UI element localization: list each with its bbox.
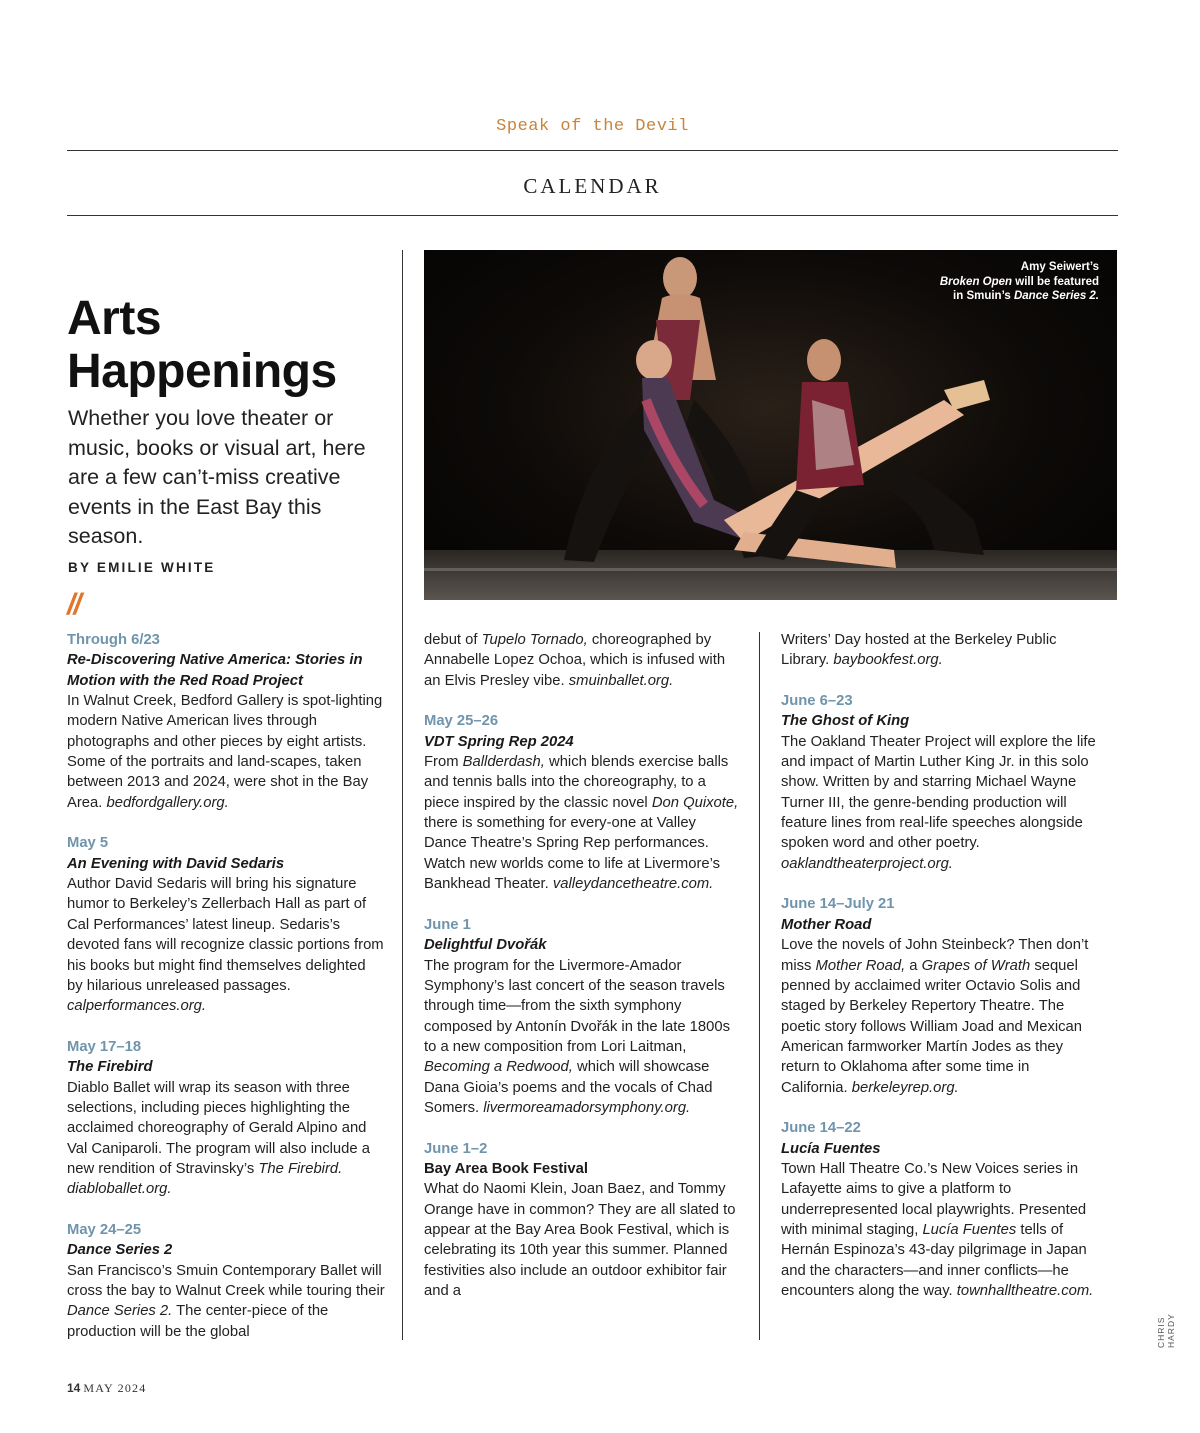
event-body: a xyxy=(905,957,922,974)
issue-date: MAY 2024 xyxy=(83,1381,147,1395)
event-body-italic: Tupelo Tornado, xyxy=(481,632,588,648)
headline-line-1: Arts xyxy=(67,292,162,345)
page-title xyxy=(67,292,397,398)
event-item xyxy=(67,833,385,1016)
event-title: An Evening with David Sedaris xyxy=(67,855,285,872)
event-body-italic: The Firebird. xyxy=(258,1160,343,1177)
event-item xyxy=(781,1118,1099,1301)
event-body: San Francisco’s Smuin Contemporary Ballet will cross the bay to Walnut Creek while touring their xyxy=(67,1262,385,1299)
event-link[interactable]: townhalltheatre.com. xyxy=(956,1283,1094,1299)
event-description xyxy=(67,1078,385,1200)
event-title: Delightful Dvořák xyxy=(424,937,547,954)
event-body: The program for the Livermore-Amador Symphony’s last concert of the season travels through time—from the sixth symphony composed by Antonín Dvořák in the late 1800s to a new composition from Lori Laitman, xyxy=(424,957,730,1055)
header-rule-bottom xyxy=(67,215,1118,216)
event-body-italic: Lucía Fuentes xyxy=(922,1221,1017,1238)
event-body-italic: Dance Series 2. xyxy=(67,1303,173,1320)
event-title: Lucía Fuentes xyxy=(781,1140,881,1157)
event-title: Re-Discovering Native America: Stories in Motion with the Red Road Project xyxy=(67,652,363,689)
event-date: June 1–2 xyxy=(424,1140,488,1157)
event-link[interactable]: valleydancetheatre.com. xyxy=(552,876,714,893)
event-body: choreographed by Annabelle Lopez Ochoa, which is infused with an Elvis Presley vibe. xyxy=(424,632,726,689)
event-link[interactable]: livermoreamadorsymphony.org. xyxy=(483,1099,691,1116)
events-column-2 xyxy=(424,630,742,1322)
byline: BY EMILIE WHITE xyxy=(68,560,216,575)
event-date: May 5 xyxy=(67,835,109,852)
event-item xyxy=(67,1220,385,1342)
event-description xyxy=(781,732,1099,874)
section-kicker: Speak of the Devil xyxy=(496,117,689,136)
event-description xyxy=(67,874,385,1016)
event-link[interactable]: oaklandtheaterproject.org. xyxy=(781,855,953,872)
page-number: 14 xyxy=(67,1381,81,1395)
events-column-3 xyxy=(781,630,1099,1322)
event-date: June 14–22 xyxy=(781,1120,861,1137)
event-title: The Ghost of King xyxy=(781,713,910,730)
event-link[interactable]: bedfordgallery.org. xyxy=(106,794,229,811)
event-title: Dance Series 2 xyxy=(67,1242,173,1259)
event-description xyxy=(424,630,742,691)
event-item xyxy=(424,711,742,894)
event-description: What do Naomi Klein, Joan Baez, and Tommy Orange have in common? They are all slated to appear at the Bay Area Book Festival, which is celebrating its 10th year this summer. Planned festivities also include an outdoor exhibitor fair and a xyxy=(424,1181,736,1299)
event-body: From xyxy=(424,754,463,771)
event-link[interactable]: diabloballet.org. xyxy=(67,1181,172,1198)
event-body: there is something for every-one at Valley Dance Theatre’s Spring Rep performances. Watch new worlds come to life at Livermore’s Bankhead Theater. xyxy=(424,815,721,893)
event-item xyxy=(424,1139,742,1302)
dek: Whether you love theater or music, books or visual art, here are a few can’t-miss creative events in the East Bay this season. xyxy=(68,406,366,548)
event-link[interactable]: smuinballet.org. xyxy=(568,672,674,689)
event-item xyxy=(67,1037,385,1200)
event-date: June 1 xyxy=(424,916,471,933)
event-description xyxy=(67,1261,385,1342)
event-link[interactable]: berkeleyrep.org. xyxy=(851,1079,959,1096)
event-description xyxy=(781,935,1099,1098)
event-description xyxy=(424,752,742,894)
slash-ornament: // xyxy=(67,588,80,621)
event-body: Author David Sedaris will bring his signature humor to Berkeley’s Zellerbach Hall as part of Cal Performances’ latest lineup. Sedaris’s devoted fans will recognize classic portions from his books but might find themselves delighted by hilarious unreleased passages. xyxy=(67,876,384,994)
event-date: May 17–18 xyxy=(67,1038,142,1055)
header-rule-top xyxy=(67,150,1118,151)
event-description xyxy=(67,691,385,813)
event-body: In Walnut Creek, Bedford Gallery is spot-lighting modern Native American lives through photographs and other pieces by eight artists. Some of the portraits and land-scapes, taken between 2013 and 2024, were shot in the Bay Area. xyxy=(67,693,383,811)
section-title: CALENDAR xyxy=(523,174,662,198)
caption-text: Amy Seiwert’s xyxy=(1020,261,1099,273)
event-title: Mother Road xyxy=(781,916,872,933)
event-body: tells of Hernán Espinoza’s 43-day pilgrimage in Japan and the characters—and inner conflicts—he encounters along the way. xyxy=(781,1221,1087,1299)
photo-caption xyxy=(939,260,1099,304)
event-body: Writers’ Day hosted at the Berkeley Public Library. xyxy=(781,632,1057,669)
event-body: which blends exercise balls and tennis balls into the choreography, to a piece inspired by the classic novel xyxy=(424,754,729,811)
event-continued xyxy=(424,630,742,691)
event-body-italic: Becoming a Redwood, xyxy=(424,1059,573,1076)
event-title: VDT Spring Rep 2024 xyxy=(424,733,574,750)
event-body-italic: Grapes of Wrath xyxy=(921,957,1031,974)
event-body-italic: Ballderdash, xyxy=(462,754,545,771)
event-title: Bay Area Book Festival xyxy=(424,1160,588,1177)
event-item xyxy=(781,691,1099,874)
event-date: June 14–July 21 xyxy=(781,896,895,913)
page-folio xyxy=(67,1381,146,1396)
event-body: Town Hall Theatre Co.’s New Voices series in Lafayette aims to give a platform to underrepresented local playwrights. Presented with minimal staging, xyxy=(781,1160,1087,1238)
event-link[interactable]: baybookfest.org. xyxy=(833,652,943,669)
event-body: The center-piece of the production will be the global xyxy=(67,1303,329,1340)
event-item xyxy=(424,915,742,1118)
event-date: May 24–25 xyxy=(67,1221,142,1238)
event-body: which will showcase Dana Gioia’s poems and the vocals of Chad Somers. xyxy=(424,1059,713,1116)
event-description xyxy=(424,956,742,1119)
column-divider xyxy=(759,632,760,1340)
event-body-italic: Mother Road, xyxy=(815,957,906,974)
event-date: May 25–26 xyxy=(424,713,499,730)
event-body: Diablo Ballet will wrap its season with three selections, including pieces highlighting the acclaimed choreography of Gerald Alpino and Val Caniparoli. The program will also include a new rendition of Stravinsky’s xyxy=(67,1079,370,1177)
event-body: The Oakland Theater Project will explore the life and impact of Martin Luther King Jr. in this solo show. Written by and starring Michael Wayne Turner III, the genre-bending production will feature lines from real-life speeches alongside spoken word and other poetry. xyxy=(781,733,1096,852)
event-body: sequel penned by acclaimed writer Octavio Solis and staged by Berkeley Repertory Theatre. The poetic story follows William Joad and Mexican American farmworker Martín Jodes as they return to Oklahoma after some time in California. xyxy=(781,957,1082,1096)
event-date: June 6–23 xyxy=(781,693,853,710)
event-body: Love the novels of John Steinbeck? Then don’t miss xyxy=(781,937,1089,974)
column-divider xyxy=(402,250,403,1340)
caption-italic: Dance Series 2. xyxy=(1013,290,1099,302)
event-item xyxy=(781,894,1099,1097)
event-date: Through 6/23 xyxy=(67,632,160,648)
event-body-italic: Don Quixote, xyxy=(651,794,739,811)
photo-credit: CHRIS HARDY xyxy=(1156,1313,1176,1348)
event-link[interactable]: calperformances.org. xyxy=(67,998,206,1015)
event-continued xyxy=(781,630,1099,671)
dance-photo xyxy=(424,250,1117,600)
event-description xyxy=(781,1159,1099,1301)
caption-italic: Broken Open xyxy=(939,275,1013,288)
event-title: The Firebird xyxy=(67,1059,153,1076)
headline-line-2: Happenings xyxy=(67,345,337,398)
caption-text: will be featured in Smuin’s xyxy=(953,275,1099,302)
event-item xyxy=(67,630,385,813)
event-description xyxy=(781,630,1099,671)
events-column-1 xyxy=(67,630,385,1362)
event-body: debut of xyxy=(424,632,482,648)
